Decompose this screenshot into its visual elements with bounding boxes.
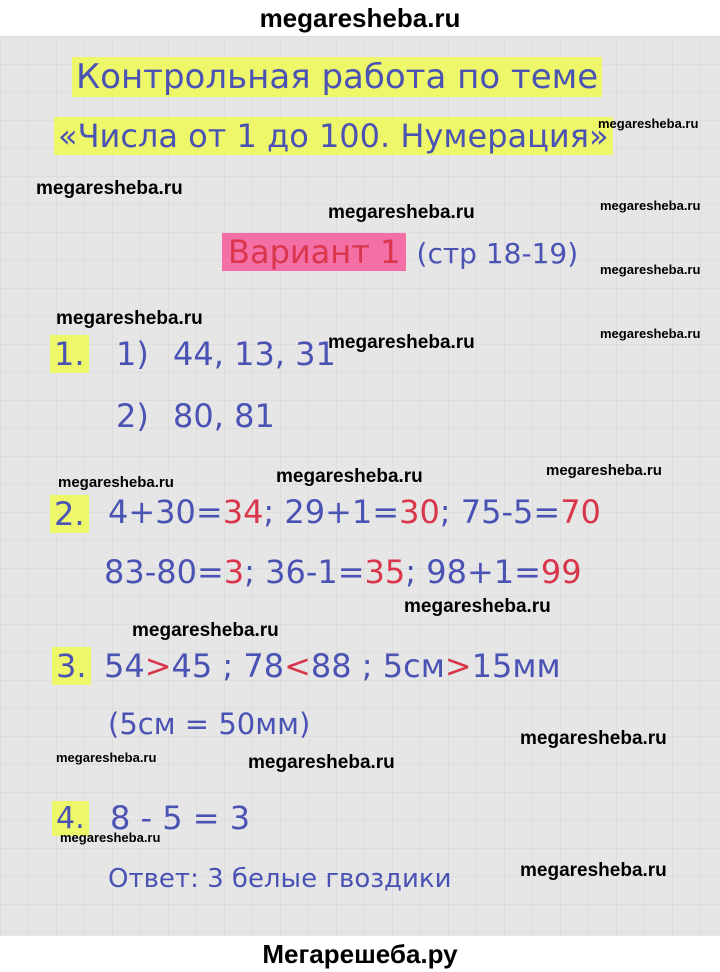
equation-expression: 83-80= <box>104 553 224 591</box>
task2-row-2 <box>104 553 582 591</box>
task3-note: (5см = 50мм) <box>108 707 311 741</box>
variant-heading <box>222 233 579 271</box>
equation-expression: 4+30= <box>108 493 223 531</box>
task4-number: 4. <box>52 804 89 834</box>
task1-part2: 2) 80, 81 <box>116 397 275 435</box>
notebook-page <box>0 36 720 936</box>
equation-separator: ; <box>263 493 285 531</box>
task2-number: 2. <box>50 498 89 530</box>
watermark: megaresheba.ru <box>276 466 423 487</box>
equation-answer: 35 <box>364 553 406 591</box>
title-line-1: Контрольная работа по теме <box>72 60 602 94</box>
site-footer <box>0 936 720 972</box>
equation-answer: 3 <box>223 553 245 591</box>
watermark: megaresheba.ru <box>520 860 667 881</box>
header-site-name: megaresheba.ru <box>259 2 461 33</box>
equation-answer: 30 <box>399 493 440 531</box>
equation-expression: 98+1= <box>426 553 541 591</box>
variant-label: Вариант 1 <box>222 233 406 271</box>
watermark: megaresheba.ru <box>598 116 699 131</box>
equation-expression: 29+1= <box>284 493 400 531</box>
task1-number: 1. <box>50 338 89 370</box>
watermark: megaresheba.ru <box>56 750 157 765</box>
equation-expression: 36-1= <box>265 553 365 591</box>
watermark: megaresheba.ru <box>520 728 667 749</box>
equation-answer: 70 <box>560 493 601 531</box>
task4-expression: 8 - 5 = 3 <box>110 799 251 837</box>
task3-comparisons: 54>45 ; 78<88 ; 5см>15мм <box>104 647 561 685</box>
watermark: megaresheba.ru <box>36 178 183 199</box>
watermark: megaresheba.ru <box>600 262 701 277</box>
equation-separator: ; <box>439 493 461 531</box>
task3-number: 3. <box>52 650 91 682</box>
title-line-2: «Числа от 1 до 100. Нумерация» <box>54 120 613 152</box>
footer-site-name: Мегарешеба.ру <box>262 938 458 969</box>
equation-expression: 75-5= <box>460 493 561 531</box>
watermark: megaresheba.ru <box>328 332 475 353</box>
watermark: megaresheba.ru <box>600 326 701 341</box>
equation-answer: 34 <box>222 493 264 531</box>
watermark: megaresheba.ru <box>328 202 475 223</box>
watermark: megaresheba.ru <box>58 474 174 491</box>
watermark: megaresheba.ru <box>60 830 161 845</box>
watermark: megaresheba.ru <box>132 620 279 641</box>
task2-row-1 <box>108 493 601 531</box>
equation-separator: ; <box>405 553 427 591</box>
watermark: megaresheba.ru <box>248 752 395 773</box>
variant-pages: (стр 18-19) <box>416 237 579 270</box>
task4-answer: Ответ: 3 белые гвоздики <box>108 864 452 894</box>
task1-part1: 1) 44, 13, 31 <box>116 335 336 373</box>
watermark: megaresheba.ru <box>600 198 701 213</box>
watermark: megaresheba.ru <box>56 308 203 329</box>
equation-separator: ; <box>244 553 266 591</box>
watermark: megaresheba.ru <box>546 462 662 479</box>
site-header <box>0 0 720 36</box>
equation-answer: 99 <box>540 553 582 591</box>
watermark: megaresheba.ru <box>404 596 551 617</box>
